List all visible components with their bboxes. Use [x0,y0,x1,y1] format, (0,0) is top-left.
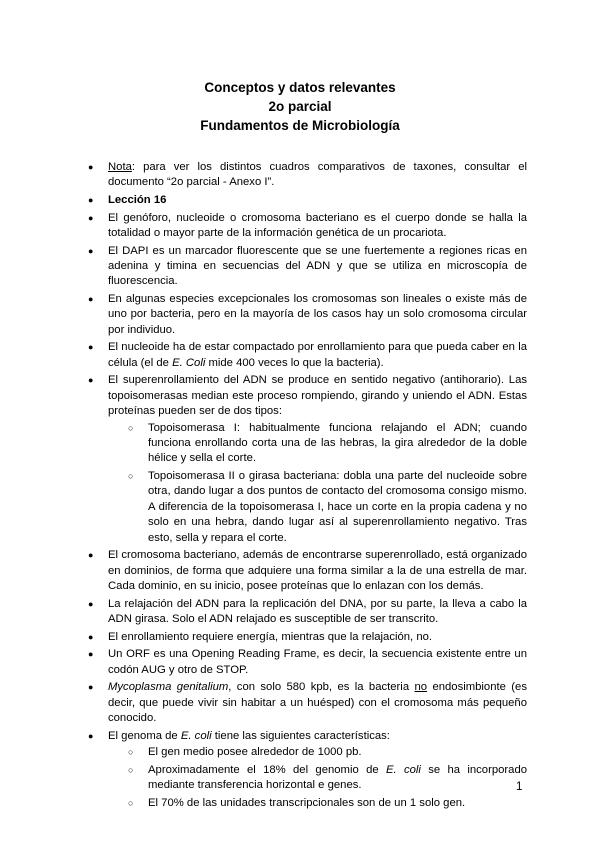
list-item-energia: ● El enrollamiento requiere energía, mientras que la relajación, no. [88,630,527,645]
list-item-nucleoide [88,340,527,371]
list-item-genoforo: ● El genóforo, nucleoide o cromosoma bacteriano es el cuerpo donde se halla la totalidad o mayor parte de la información genética de un procariota. [88,211,527,242]
list-item-relajacion: ● La relajación del ADN para la replicación del DNA, por su parte, la lleva a cabo la ADN girasa. Solo el ADN relajado es susceptible de ser transcrito. [88,597,527,628]
genoma-text-c: tiene las siguientes características: [211,729,390,742]
mycoplasma-text-d: endosimbionte (es decir, que puede vivir sin habitar a un huésped) con el cromosoma más pequeño conocido. [108,681,527,725]
document-body [88,160,527,813]
list-item-mycoplasma [88,680,527,726]
title-line-2: 2o parcial [268,99,332,114]
transfer-text-a: Aproximadamente el 18% del genomio de [148,763,386,776]
list-item-leccion: ● Lección 16 [88,193,527,208]
sub-list-genoma [108,745,527,811]
title-line-1: Conceptos y datos relevantes [204,80,396,95]
nucleoide-text-a: El nucleoide ha de estar compactado por enrollamiento para que pueda caber en la célula (el de [108,341,527,369]
mycoplasma-no: no [414,681,428,694]
sub-item-unidades: ○ El 70% de las unidades transcripcionales son de un 1 solo gen. [128,796,527,811]
list-item-genoma [88,729,527,811]
nucleoide-text-c: mide 400 veces lo que la bacteria). [205,356,384,369]
sub-item-transfer [128,763,527,794]
bullet-list [88,160,527,811]
superenrollamiento-text: El superenrollamiento del ADN se produce en sentido negativo (antihorario). Las topoisomerasas median este proceso rompiendo, girando y uniendo el ADN. Estas proteínas pueden ser de dos tipos: [108,374,527,418]
genoma-species: E. coli [180,729,212,742]
list-item-dominios: ● El cromosoma bacteriano, además de encontrarse superenrollado, está organizado en dominios, de forma que adquiere una forma similar a la de una estrella de mar. Cada dominio, en su inicio, posee proteínas que lo enlazan con los demás. [88,548,527,594]
nota-label: Nota [108,161,132,173]
list-item-especies: ● En algunas especies excepcionales los cromosomas son lineales o existe más de uno por bacteria, pero en la mayoría de los casos hay un solo cromosoma circular por individuo. [88,292,527,338]
genoma-text-a: El genoma de [108,729,181,742]
document-title [0,78,600,135]
title-line-3: Fundamentos de Microbiología [200,118,400,133]
mycoplasma-species: Mycoplasma genitalium [108,681,229,694]
transfer-text-c: se ha incorporado mediante transferencia horizontal e genes. [148,763,528,792]
list-item-superenrollamiento [88,373,527,546]
list-item-dapi: ● El DAPI es un marcador fluorescente que se une fuertemente a regiones ricas en adenina y timina en secuencias del ADN y que se utiliza en microscopía de fluorescencia. [88,244,527,290]
mycoplasma-text-b: , con solo 580 kpb, es la bacteria [228,681,415,694]
nota-text: : para ver los distintos cuadros comparativos de taxones, consultar el documento “2o parcial - Anexo I”. [108,161,527,189]
sub-item-gen-medio: ○ El gen medio posee alrededor de 1000 pb. [128,745,527,760]
list-item-nota [88,160,527,191]
nucleoide-species: E. Coli [172,356,206,369]
transfer-species: E. coli [385,763,421,776]
sub-item-topo1: ○ Topoisomerasa I: habitualmente funciona relajando el ADN; cuando funciona enrollando corta una de las hebras, la gira alrededor de la doble hélice y sella el corte. [128,421,527,467]
page-number: 1 [516,781,523,793]
list-item-orf: ● Un ORF es una Opening Reading Frame, es decir, la secuencia existente entre un codón AUG y otro de STOP. [88,647,527,678]
sub-list-topoisomerasas [108,421,527,546]
sub-item-topo2: ○ Topoisomerasa II o girasa bacteriana: dobla una parte del nucleoide sobre otra, dando lugar a dos puntos de contacto del cromosoma consigo mismo. A diferencia de la topoisomerasa I, hace un corte en la propia cadena y no solo en una hebra, dando lugar así al superenrollamiento negativo. Tras esto, sella y repara el corte. [128,469,527,546]
